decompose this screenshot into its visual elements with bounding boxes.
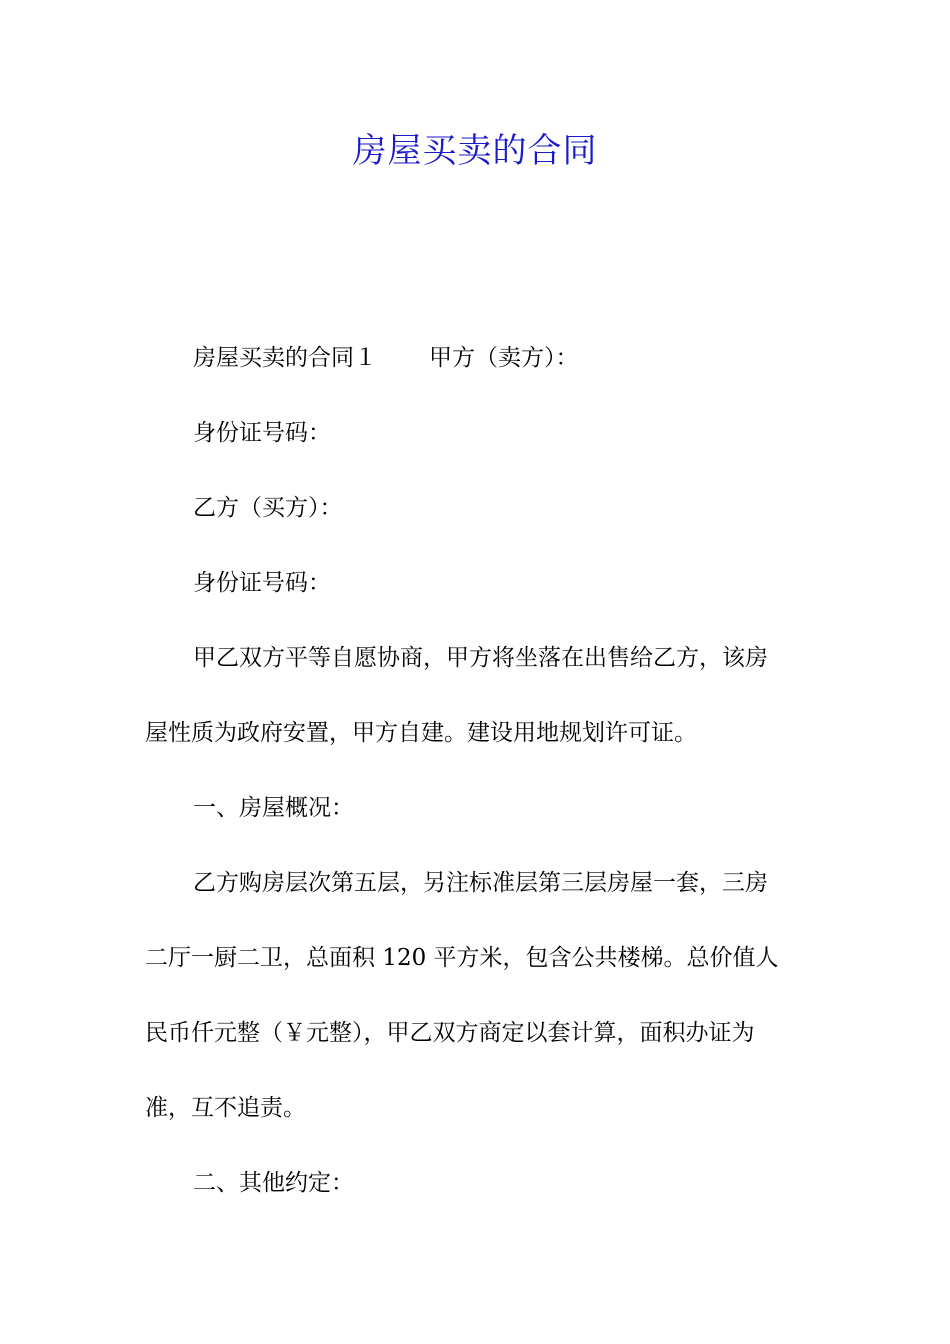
paragraph-line: 二厅一厨二卫，总面积 120 平方米，包含公共楼梯。总价值人 xyxy=(145,945,779,971)
document-body xyxy=(145,340,810,1202)
header-right: 甲方（卖方）： xyxy=(429,345,579,371)
paragraph-line: 甲乙双方平等自愿协商，甲方将坐落在出售给乙方，该房 xyxy=(193,645,768,671)
header-line xyxy=(145,340,810,377)
section-heading-overview: 一、房屋概况： xyxy=(193,795,354,821)
paragraph-agreement xyxy=(145,640,810,752)
document-title: 房屋买卖的合同 xyxy=(352,131,598,171)
header-left: 房屋买卖的合同１ xyxy=(193,345,377,371)
paragraph-id-seller: 身份证号码： xyxy=(193,420,331,446)
paragraph-line: 准，互不追责。 xyxy=(145,1095,306,1121)
section-heading-other: 二、其他约定： xyxy=(193,1170,354,1196)
paragraph-overview xyxy=(145,865,810,1127)
paragraph-id-buyer: 身份证号码： xyxy=(193,570,331,596)
paragraph-line: 乙方购房层次第五层，另注标准层第三层房屋一套，三房 xyxy=(193,870,768,896)
paragraph-line: 屋性质为政府安置，甲方自建。建设用地规划许可证。 xyxy=(145,720,697,746)
paragraph-line: 民币仟元整（￥元整），甲乙双方商定以套计算，面积办证为 xyxy=(145,1020,755,1046)
paragraph-buyer: 乙方（买方）： xyxy=(193,495,343,521)
